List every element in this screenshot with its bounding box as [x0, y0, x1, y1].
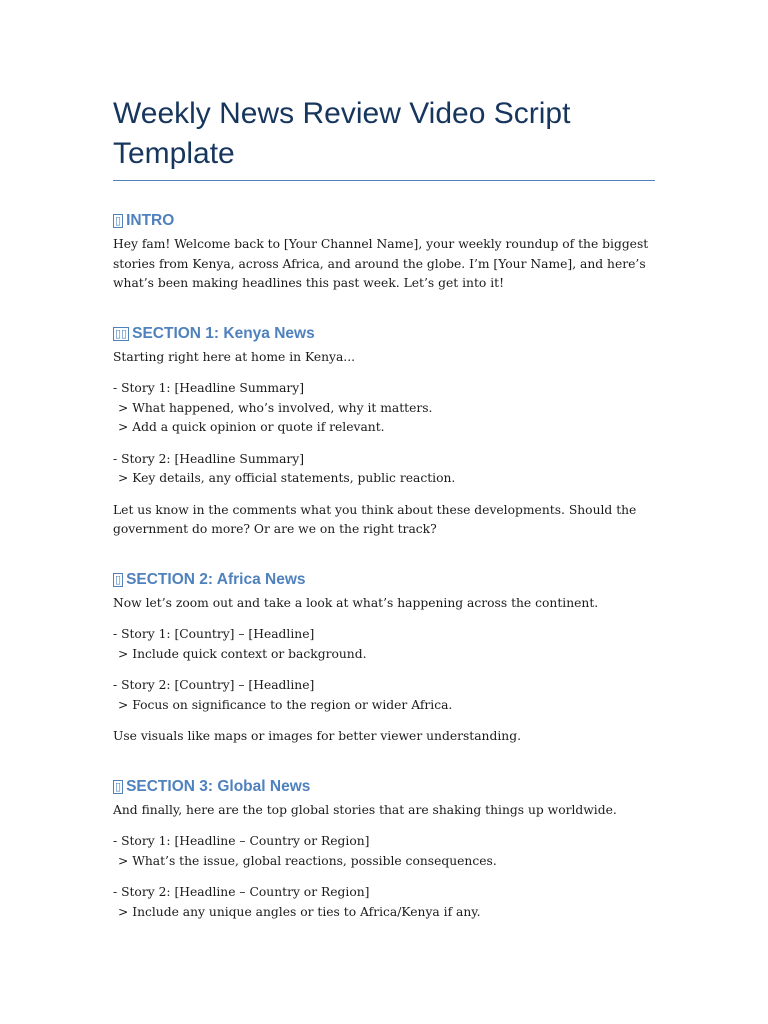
section-heading [113, 777, 655, 797]
story-detail-line: > Focus on significance to the region or wider Africa. [118, 697, 453, 712]
section-2 [113, 570, 655, 747]
paragraph: - Story 2: [Headline Summary] [113, 451, 305, 466]
story-detail-line: > Add a quick opinion or quote if relevant. [118, 420, 385, 434]
paragraph-gap [113, 613, 655, 625]
paragraph-gap [113, 438, 655, 450]
section-1 [113, 324, 655, 540]
paragraph: Use visuals like maps or images for better viewer understanding. [113, 729, 521, 743]
paragraph: - Story 1: [Country] – [Headline] [113, 627, 315, 641]
paragraph-gap [113, 871, 655, 883]
paragraph: Hey fam! Welcome back to [Your Channel Name], your weekly roundup of the biggest stories from Kenya, across Africa, and around the globe. I’m [Your Name], and here’s what’s been making headlines this past week. Let’s get into it! [113, 237, 649, 290]
paragraph: - Story 1: [Headline – Country or Region] [113, 834, 370, 848]
story-detail-line: > Key details, any official statements, public reaction. [118, 471, 456, 485]
section-3 [113, 777, 655, 923]
paragraph: Starting right here at home in Kenya... [113, 349, 356, 364]
section-heading-text: INTRO [126, 212, 175, 229]
paragraph-gap [113, 715, 655, 727]
paragraph: And finally, here are the top global stories that are shaking things up worldwide. [113, 802, 617, 817]
story-detail-line: > What happened, who’s involved, why it matters. [118, 400, 433, 415]
paragraph-gap [113, 664, 655, 676]
paragraph-gap [113, 367, 655, 379]
missing-emoji-icon: ▯ [115, 214, 122, 227]
missing-emoji-icon: ▯ [115, 779, 122, 793]
paragraph: Now let’s zoom out and take a look at what’s happening across the continent. [113, 595, 599, 610]
document-sections [113, 211, 655, 922]
section-heading-text: SECTION 1: Kenya News [132, 324, 315, 342]
paragraph-gap [113, 489, 655, 501]
missing-emoji-icon: ▯▯ [115, 326, 128, 340]
section-0 [113, 211, 655, 294]
paragraph: - Story 1: [Headline Summary] [113, 381, 305, 395]
paragraph: - Story 2: [Country] – [Headline] [113, 678, 315, 692]
story-detail-line: > What’s the issue, global reactions, possible consequences. [118, 853, 497, 868]
section-heading-text: SECTION 3: Global News [126, 777, 311, 795]
missing-emoji-icon: ▯ [115, 572, 122, 586]
section-heading [113, 570, 655, 590]
section-heading [113, 324, 655, 344]
page-title: Weekly News Review Video Script Template [113, 97, 571, 170]
paragraph-gap [113, 820, 655, 832]
story-detail-line: > Include quick context or background. [118, 646, 367, 661]
title-underline [113, 180, 655, 181]
paragraph: Let us know in the comments what you think about these developments. Should the government do more? Or are we on the right track? [113, 502, 637, 536]
paragraph: - Story 2: [Headline – Country or Region] [113, 885, 370, 899]
section-heading-text: SECTION 2: Africa News [126, 570, 306, 588]
section-heading [113, 211, 655, 231]
story-detail-line: > Include any unique angles or ties to Africa/Kenya if any. [118, 904, 481, 919]
document-content [113, 94, 655, 922]
